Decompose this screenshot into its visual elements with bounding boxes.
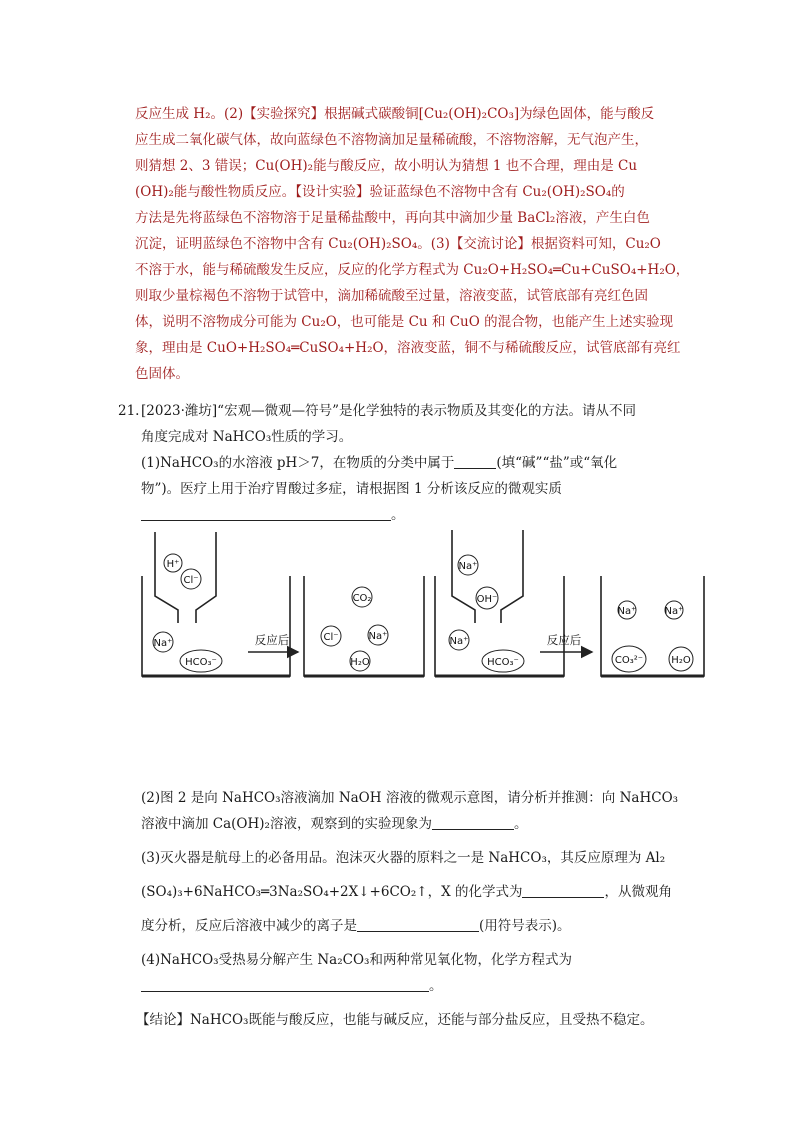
part-2-text: (2)图 2 是向 NaHCO₃溶液滴加 NaOH 溶液的微观示意图，请分析并推测：向 NaHCO₃ bbox=[141, 790, 679, 806]
question-intro: 角度完成对 NaHCO₃性质的学习。 bbox=[141, 429, 353, 445]
part-1-text-a: (1)NaHCO₃的水溶液 pH＞7，在物质的分类中属于 bbox=[141, 455, 455, 471]
ion-label: H⁺ bbox=[166, 559, 180, 570]
ion-label: CO₃²⁻ bbox=[614, 655, 644, 666]
molecule-label: CO₂ bbox=[352, 593, 372, 604]
period: 。 bbox=[391, 507, 405, 523]
answer-line: 不溶于水，能与稀硫酸发生反应，反应的化学方程式为 Cu₂O+H₂SO₄═Cu+CuSO₄+H₂O， bbox=[135, 262, 690, 278]
part-1-text bbox=[141, 453, 617, 473]
ion-label: Na⁺ bbox=[368, 631, 388, 642]
answer-line: 体，说明不溶物成分可能为 Cu₂O，也可能是 Cu 和 CuO 的混合物，也能产生上述实验现 bbox=[135, 314, 674, 330]
funnel-2-right bbox=[501, 530, 523, 623]
question-intro: [2023·潍坊]“宏观—微观—符号”是化学独特的表示物质及其变化的方法。请从不同 bbox=[141, 403, 636, 419]
arrow-label: 反应后 bbox=[546, 633, 582, 647]
answer-blank[interactable] bbox=[432, 815, 514, 830]
conclusion: 【结论】NaHCO₃既能与酸反应，也能与碱反应，还能与部分盐反应，且受热不稳定。 bbox=[136, 1012, 654, 1028]
ion-label: HCO₃⁻ bbox=[487, 657, 519, 668]
part-4-answer-line bbox=[141, 976, 443, 996]
ion-label: Na⁺ bbox=[617, 606, 637, 617]
ion-label: Cl⁻ bbox=[183, 575, 199, 586]
part-3-text-b: (用符号表示)。 bbox=[479, 918, 571, 934]
part-3-text-a: (SO₄)₃+6NaHCO₃═3Na₂SO₄+2X↓+6CO₂↑，X 的化学式为 bbox=[141, 884, 523, 900]
answer-line: 色固体。 bbox=[135, 366, 189, 382]
answer-line: 应生成二氧化碳气体，故向蓝绿色不溶物滴加足量稀硫酸，不溶物溶解，无气泡产生， bbox=[135, 132, 648, 148]
part-2-text bbox=[141, 814, 527, 834]
ion-label: Na⁺ bbox=[449, 636, 469, 647]
part-3-text: (3)灭火器是航母上的必备用品。泡沫灭火器的原料之一是 NaHCO₃，其反应原理为 Al₂ bbox=[141, 850, 666, 866]
answer-blank[interactable] bbox=[454, 454, 496, 469]
part-1-text: 物”)。医疗上用于治疗胃酸过多症，请根据图 1 分析该反应的微观实质 bbox=[141, 481, 562, 497]
answer-line: (OH)₂能与酸性物质反应。【设计实验】验证蓝绿色不溶物中含有 Cu₂(OH)₂SO₄的 bbox=[135, 184, 625, 200]
answer-blank[interactable] bbox=[357, 917, 479, 932]
part-3-text-a: 度分析，反应后溶液中减少的离子是 bbox=[141, 918, 357, 934]
answer-line: 象，理由是 CuO+H₂SO₄═CuSO₄+H₂O，溶液变蓝，铜不与稀硫酸反应，试管底部有亮红 bbox=[135, 340, 681, 356]
molecule-label: H₂O bbox=[671, 655, 691, 666]
part-3-text bbox=[141, 882, 672, 902]
answer-line: 反应生成 H₂。(2)【实验探究】根据碱式碳酸铜[Cu₂(OH)₂CO₃]为绿色固体，能与酸反 bbox=[135, 106, 655, 122]
answer-line: 沉淀，证明蓝绿色不溶物中含有 Cu₂(OH)₂SO₄。(3)【交流讨论】根据资料可知，Cu₂O bbox=[135, 236, 661, 252]
part-2-text-a: 溶液中滴加 Ca(OH)₂溶液，观察到的实验现象为 bbox=[141, 816, 432, 832]
ion-label: Na⁺ bbox=[153, 638, 173, 649]
ion-label: Na⁺ bbox=[664, 606, 684, 617]
answer-blank[interactable] bbox=[141, 977, 429, 992]
ion-label: Na⁺ bbox=[458, 561, 478, 572]
part-3-text bbox=[141, 916, 571, 936]
funnel-1-left bbox=[155, 532, 178, 623]
micro-reaction-figure bbox=[130, 528, 710, 708]
funnel-2-left bbox=[452, 530, 475, 623]
answer-line: 则取少量棕褐色不溶物于试管中，滴加稀硫酸至过量，溶液变蓝，试管底部有亮红色固 bbox=[135, 288, 648, 304]
part-1-answer-line bbox=[141, 505, 405, 525]
answer-blank[interactable] bbox=[141, 506, 391, 521]
answer-blank[interactable] bbox=[522, 883, 604, 898]
answer-line: 则猜想 2、3 错误；Cu(OH)₂能与酸反应，故小明认为猜想 1 也不合理，理由是 Cu bbox=[135, 158, 638, 174]
ion-label: Cl⁻ bbox=[323, 632, 339, 643]
question-number: 21. bbox=[118, 403, 140, 419]
molecule-label: H₂O bbox=[350, 657, 370, 668]
arrow-label: 反应后 bbox=[254, 633, 290, 647]
period: 。 bbox=[429, 978, 443, 994]
ion-label: OH⁻ bbox=[476, 594, 498, 605]
answer-line: 方法是先将蓝绿色不溶物溶于足量稀盐酸中，再向其中滴加少量 BaCl₂溶液，产生白色 bbox=[135, 210, 650, 226]
period: 。 bbox=[513, 816, 528, 832]
part-4-text: (4)NaHCO₃受热易分解产生 Na₂CO₃和两种常见氧化物，化学方程式为 bbox=[141, 952, 572, 968]
ion-label: HCO₃⁻ bbox=[185, 657, 217, 668]
part-3-text-b: ，从微观角 bbox=[604, 884, 672, 900]
part-1-text-b: (填“碱”“盐”或“氧化 bbox=[496, 455, 618, 471]
